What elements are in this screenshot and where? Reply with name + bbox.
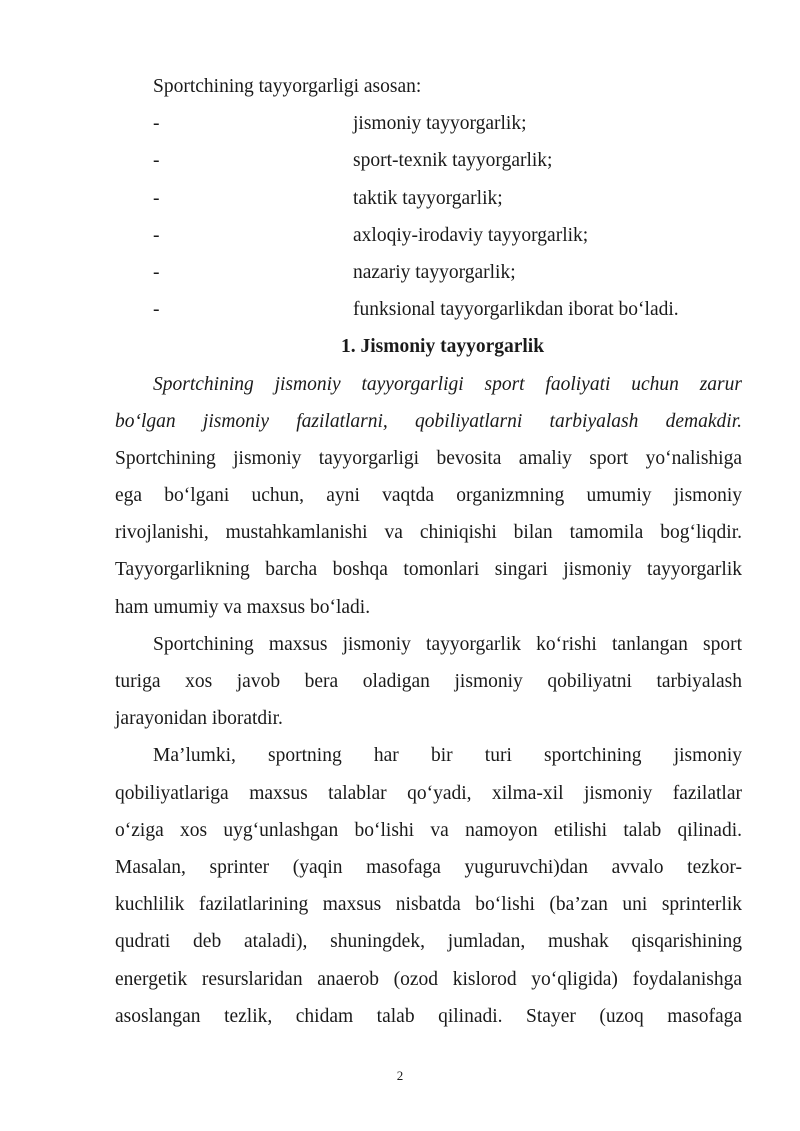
list-item-text: funksional tayyorgarlikdan iborat bo‘ladi. — [353, 299, 679, 321]
paragraph-line: qobiliyatlariga maxsus talablar qo‘yadi, xilma-xil jismoniy fazilatlar — [115, 782, 742, 804]
list-item-text: jismoniy tayyorgarlik; — [353, 113, 527, 135]
paragraph-physical-preparation — [115, 366, 742, 626]
paragraph-line: Sportchining jismoniy tayyorgarligi sport faoliyati uchun zarur — [153, 373, 742, 395]
paragraph-line: Masalan, sprinter (yaqin masofaga yuguruvchi)dan avvalo tezkor- — [115, 856, 742, 878]
preparation-list — [115, 105, 742, 328]
list-dash: - — [153, 113, 160, 135]
section-heading: 1. Jismoniy tayyorgarlik — [340, 336, 545, 358]
list-item — [115, 291, 742, 328]
paragraph-line: asoslangan tezlik, chidam talab qilinadi. Stayer (uzoq masofaga — [115, 1005, 742, 1027]
paragraph-line: jarayonidan iboratdir. — [115, 708, 283, 730]
paragraph-line: Tayyorgarlikning barcha boshqa tomonlari singari jismoniy tayyorgarlik — [115, 559, 742, 581]
list-dash: - — [153, 150, 160, 172]
list-item — [115, 254, 742, 291]
paragraph-line: kuchlilik fazilatlarining maxsus nisbatda bo‘lishi (ba’zan uni sprinterlik — [115, 894, 742, 916]
list-item-text: axloqiy-irodaviy tayyorgarlik; — [353, 224, 589, 246]
paragraph-line: o‘ziga xos uyg‘unlashgan bo‘lishi va namoyon etilishi talab qilinadi. — [115, 819, 742, 841]
paragraph-line: Sportchining jismoniy tayyorgarligi bevosita amaliy sport yo‘nalishiga — [115, 447, 742, 469]
paragraph-line: Sportchining maxsus jismoniy tayyorgarlik ko‘rishi tanlangan sport — [153, 633, 742, 655]
intro-line: Sportchining tayyorgarligi asosan: — [153, 76, 422, 97]
list-item-text: taktik tayyorgarlik; — [353, 187, 503, 209]
list-dash: - — [153, 187, 160, 209]
paragraph-sport-requirements — [115, 737, 742, 1035]
list-item — [115, 180, 742, 217]
list-item — [115, 105, 742, 142]
paragraph-line: ega bo‘lgani uchun, ayni vaqtda organizmning umumiy jismoniy — [115, 485, 742, 507]
paragraph-line: energetik resurslaridan anaerob (ozod kislorod yo‘qligida) foydalanishga — [115, 968, 742, 990]
paragraph-line: Ma’lumki, sportning har bir turi sportchining jismoniy — [153, 745, 742, 767]
paragraph-line: bo‘lgan jismoniy fazilatlarni, qobiliyatlarni tarbiyalash demakdir. — [115, 410, 742, 432]
paragraph-special-preparation — [115, 626, 742, 738]
page-number: 2 — [396, 1068, 404, 1083]
list-item — [115, 142, 742, 179]
paragraph-line: turiga xos javob bera oladigan jismoniy qobiliyatni tarbiyalash — [115, 671, 742, 692]
page-body — [115, 68, 742, 1035]
list-item-text: nazariy tayyorgarlik; — [353, 261, 516, 283]
paragraph-line: qudrati deb ataladi), shuningdek, jumladan, mushak qisqarishining — [115, 931, 742, 953]
list-dash: - — [153, 299, 160, 321]
list-item — [115, 217, 742, 254]
list-item-text: sport-texnik tayyorgarlik; — [353, 150, 553, 172]
paragraph-line: rivojlanishi, mustahkamlanishi va chiniqishi bilan tamomila bog‘liqdir. — [115, 522, 742, 544]
paragraph-line: ham umumiy va maxsus bo‘ladi. — [115, 596, 371, 618]
list-dash: - — [153, 224, 160, 246]
list-dash: - — [153, 261, 160, 283]
